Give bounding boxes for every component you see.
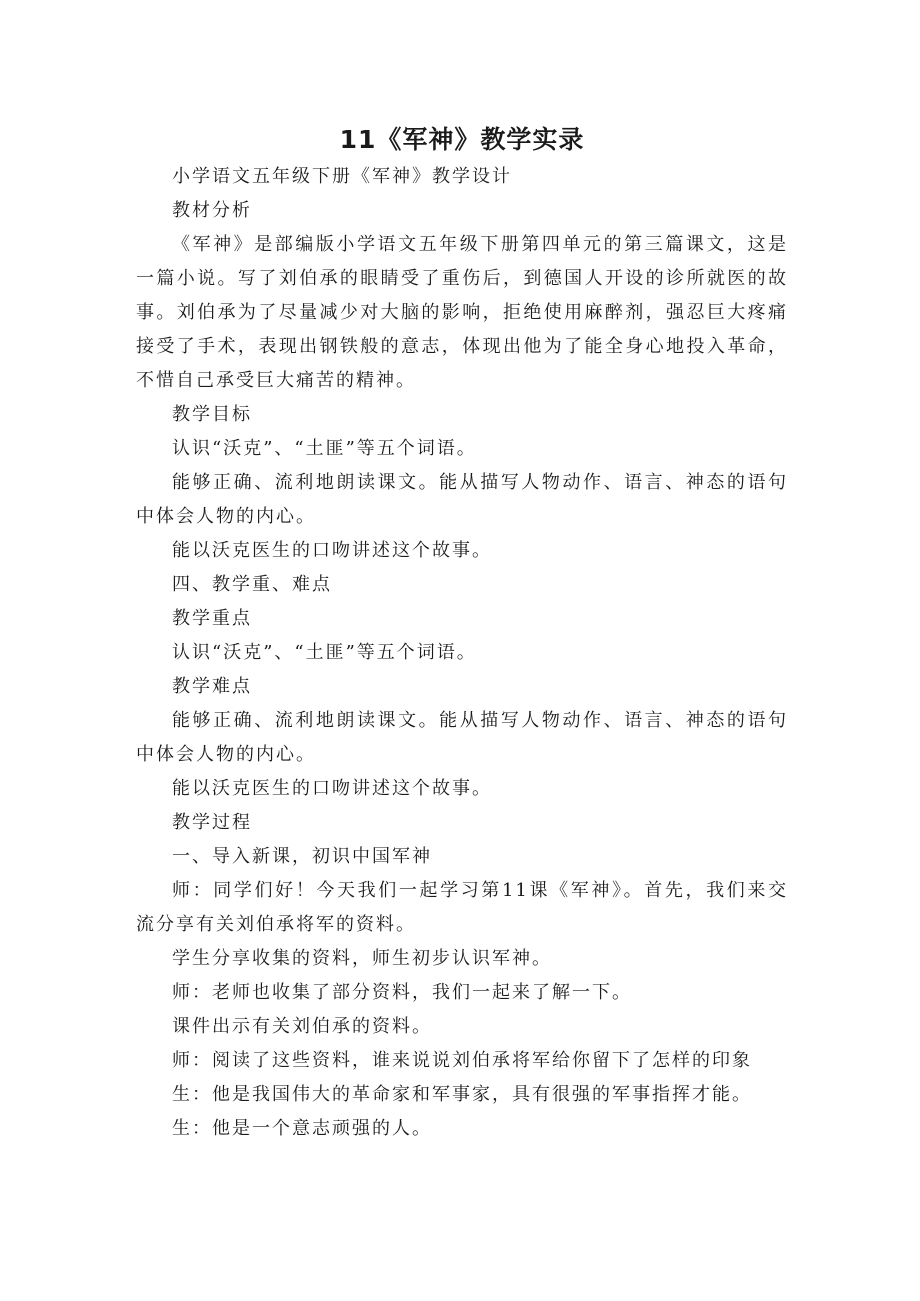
paragraph-dialogue-7: 生：他是一个意志顽强的人。 [172,1118,432,1139]
paragraph-dialogue-2: 学生分享收集的资料，师生初步认识军神。 [172,948,552,969]
paragraph-dialogue-4: 课件出示有关刘伯承的资料。 [172,1016,432,1037]
paragraph-subtitle: 小学语文五年级下册《军神》教学设计 [172,166,512,187]
paragraph-dialogue-3: 师：老师也收集了部分资料，我们一起来了解一下。 [172,982,632,1003]
paragraph-heading-goals: 教学目标 [172,404,252,425]
paragraph-heading-difficult: 教学难点 [172,676,252,697]
document-title: 11《军神》教学实录 [339,125,585,154]
paragraph-analysis-body: 《军神》是部编版小学语文五年级下册第四单元的第三篇课文，这是一篇小说。写了刘伯承的眼睛受了重伤后，到德国人开设的诊所就医的故事。刘伯承为了尽量减少对大脑的影响，拒绝使用麻醉剂，强忍巨大疼痛接受了手术，表现出钢铁般的意志，体现出他为了能全身心地投入革命，不惜自己承受巨大痛苦的精神。 [136,234,788,391]
paragraph-goal-3: 能以沃克医生的口吻讲述这个故事。 [172,540,492,561]
paragraph-goal-1: 认识“沃克”、“土匪”等五个词语。 [172,438,477,459]
paragraph-section-1: 一、导入新课，初识中国军神 [172,846,432,867]
paragraph-dialogue-6: 生：他是我国伟大的革命家和军事家，具有很强的军事指挥才能。 [172,1084,752,1105]
document-page [136,120,788,1146]
paragraph-heading-analysis: 教材分析 [172,200,252,221]
paragraph-dialogue-1: 师：同学们好！今天我们一起学习第11课《军神》。首先，我们来交流分享有关刘伯承将军的资料。 [136,880,788,935]
paragraph-heading-key-difficult: 四、教学重、难点 [172,574,332,595]
paragraph-heading-process: 教学过程 [172,812,252,833]
paragraph-difficult-2: 能以沃克医生的口吻讲述这个故事。 [172,778,492,799]
paragraph-heading-key: 教学重点 [172,608,252,629]
paragraph-key-body: 认识“沃克”、“土匪”等五个词语。 [172,642,477,663]
paragraph-dialogue-5: 师：阅读了这些资料，谁来说说刘伯承将军给你留下了怎样的印象 [172,1050,752,1071]
paragraph-goal-2: 能够正确、流利地朗读课文。能从描写人物动作、语言、神态的语句中体会人物的内心。 [136,472,788,527]
paragraph-difficult-1: 能够正确、流利地朗读课文。能从描写人物动作、语言、神态的语句中体会人物的内心。 [136,710,788,765]
